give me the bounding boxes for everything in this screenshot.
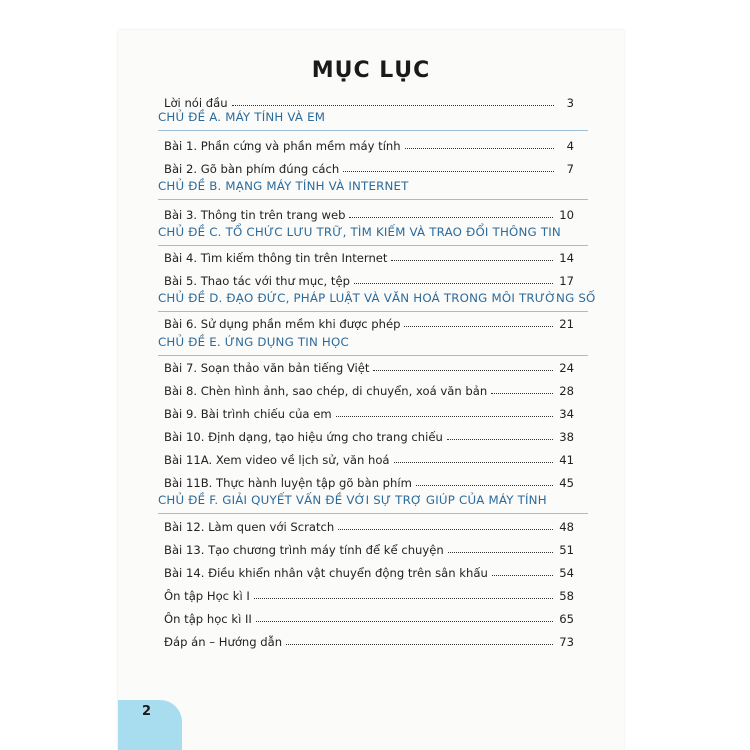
dot-leader xyxy=(354,282,553,284)
toc-entry xyxy=(164,606,574,626)
dot-leader xyxy=(394,461,554,463)
dot-leader xyxy=(256,620,553,622)
dot-leader xyxy=(447,438,553,440)
toc-entry xyxy=(164,311,574,331)
toc-entry-page: 45 xyxy=(559,476,574,490)
toc-entry xyxy=(164,583,574,603)
toc-entry-label: Bài 14. Điều khiển nhân vật chuyển động trên sân khấu xyxy=(164,566,488,580)
dot-leader xyxy=(491,392,553,394)
toc-entry xyxy=(164,355,574,375)
toc-entry-page: 21 xyxy=(559,317,574,331)
toc-entry-label: Bài 13. Tạo chương trình máy tính để kể chuyện xyxy=(164,543,444,557)
toc-entry-label: Bài 6. Sử dụng phần mềm khi được phép xyxy=(164,317,401,331)
toc-entry-label: Bài 11A. Xem video về lịch sử, văn hoá xyxy=(164,453,390,467)
toc-entry xyxy=(164,156,574,176)
toc-entry-label: Ôn tập Học kì I xyxy=(164,589,250,603)
topic-underline xyxy=(158,199,588,200)
dot-leader xyxy=(405,147,554,149)
toc-entry-page: 3 xyxy=(566,96,574,110)
topic-underline xyxy=(158,130,588,131)
toc-entry-page: 41 xyxy=(559,453,574,467)
toc-entry-label: Bài 10. Định dạng, tạo hiệu ứng cho trang chiếu xyxy=(164,430,443,444)
toc-entry xyxy=(164,514,574,534)
toc-topic-heading: CHỦ ĐỀ A. MÁY TÍNH VÀ EM xyxy=(158,110,326,124)
toc-entry-page: 73 xyxy=(559,635,574,649)
page-number: 2 xyxy=(142,704,152,719)
toc-entry-page: 17 xyxy=(559,274,574,288)
toc-entry-page: 10 xyxy=(559,208,574,222)
toc-entry-page: 48 xyxy=(559,520,574,534)
dot-leader xyxy=(373,369,553,371)
toc-entry-page: 14 xyxy=(559,251,574,265)
dot-leader xyxy=(448,551,553,553)
toc-entry xyxy=(164,424,574,444)
toc-entry xyxy=(164,133,574,153)
page-title: MỤC LỤC xyxy=(311,58,431,83)
toc-entry xyxy=(164,268,574,288)
toc-entry xyxy=(164,629,574,649)
toc-entry xyxy=(164,378,574,398)
toc-topic-heading: CHỦ ĐỀ C. TỔ CHỨC LƯU TRỮ, TÌM KIẾM VÀ TRAO ĐỔI THÔNG TIN xyxy=(158,225,561,239)
toc-entry-page: 54 xyxy=(559,566,574,580)
toc-entry-page: 34 xyxy=(559,407,574,421)
toc-entry-page: 65 xyxy=(559,612,574,626)
toc-entry xyxy=(164,202,574,222)
toc-entry-page: 51 xyxy=(559,543,574,557)
toc-entry xyxy=(164,90,574,110)
dot-leader xyxy=(286,643,553,645)
dot-leader xyxy=(391,259,553,261)
toc-entry-label: Bài 2. Gõ bàn phím đúng cách xyxy=(164,162,340,176)
toc-entry xyxy=(164,401,574,421)
toc-entry-label: Bài 1. Phần cứng và phần mềm máy tính xyxy=(164,139,401,153)
toc-entry-label: Bài 9. Bài trình chiếu của em xyxy=(164,407,332,421)
toc-entry-label: Ôn tập học kì II xyxy=(164,612,252,626)
toc-entry-label: Bài 7. Soạn thảo văn bản tiếng Việt xyxy=(164,361,370,375)
dot-leader xyxy=(416,484,553,486)
dot-leader xyxy=(338,528,553,530)
toc-entry-label: Bài 3. Thông tin trên trang web xyxy=(164,208,346,222)
toc-entry xyxy=(164,245,574,265)
toc-entry-label: Bài 8. Chèn hình ảnh, sao chép, di chuyển, xoá văn bản xyxy=(164,384,488,398)
toc-topic-heading: CHỦ ĐỀ D. ĐẠO ĐỨC, PHÁP LUẬT VÀ VĂN HOÁ TRONG MÔI TRƯỜNG SỐ xyxy=(158,291,596,305)
toc-entry-label: Bài 11B. Thực hành luyện tập gõ bàn phím xyxy=(164,476,412,490)
toc-entry xyxy=(164,560,574,580)
dot-leader xyxy=(336,415,554,417)
toc-entry-page: 4 xyxy=(566,139,574,153)
toc-entry-page: 58 xyxy=(559,589,574,603)
toc-topic-heading: CHỦ ĐỀ B. MẠNG MÁY TÍNH VÀ INTERNET xyxy=(158,179,409,193)
dot-leader xyxy=(232,104,554,106)
toc-entry-label: Lời nói đầu xyxy=(164,96,228,110)
toc-entry-page: 24 xyxy=(559,361,574,375)
toc-topic-heading: CHỦ ĐỀ F. GIẢI QUYẾT VẤN ĐỀ VỚI SỰ TRỢ GIÚP CỦA MÁY TÍNH xyxy=(158,493,547,507)
toc-entry xyxy=(164,470,574,490)
toc-topic-heading: CHỦ ĐỀ E. ỨNG DỤNG TIN HỌC xyxy=(158,335,349,349)
toc-entry-label: Bài 4. Tìm kiếm thông tin trên Internet xyxy=(164,251,388,265)
dot-leader xyxy=(343,170,554,172)
toc-entry-page: 38 xyxy=(559,430,574,444)
toc-entry-page: 7 xyxy=(566,162,574,176)
toc-entry-label: Bài 5. Thao tác với thư mục, tệp xyxy=(164,274,350,288)
dot-leader xyxy=(492,574,553,576)
dot-leader xyxy=(349,216,553,218)
toc-entry-page: 28 xyxy=(559,384,574,398)
toc-entry xyxy=(164,537,574,557)
toc-entry-label: Bài 12. Làm quen với Scratch xyxy=(164,520,335,534)
toc-entry-label: Đáp án – Hướng dẫn xyxy=(164,635,283,649)
toc-entry xyxy=(164,447,574,467)
dot-leader xyxy=(254,597,553,599)
dot-leader xyxy=(404,325,553,327)
